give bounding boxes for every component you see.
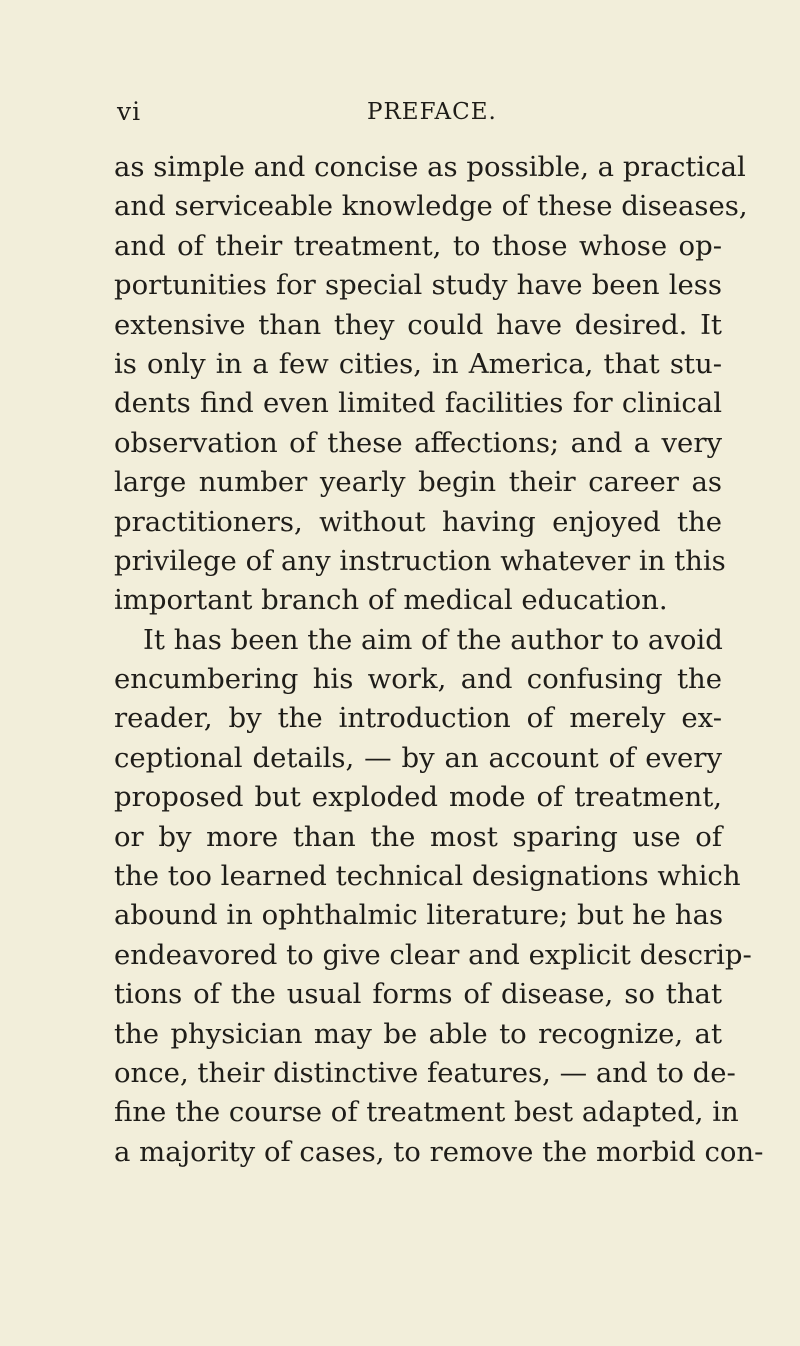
text-line: and serviceable knowledge of these diseases,	[114, 190, 748, 223]
text-line: as simple and concise as possible, a practical	[114, 151, 746, 183]
page-number: vi	[117, 97, 142, 126]
running-title: PREFACE.	[367, 99, 497, 125]
text-line: practitioners, without having enjoyed the	[114, 505, 722, 538]
text-line: and of their treatment, to those whose op-	[114, 229, 722, 262]
text-line: reader, by the introduction of merely ex-	[114, 702, 722, 735]
text-line: the too learned technical designations which	[114, 860, 741, 893]
text-line: important branch of medical education.	[114, 584, 668, 617]
text-line: endeavored to give clear and explicit descrip-	[114, 938, 752, 971]
text-line: large number yearly begin their career as	[114, 466, 722, 499]
text-line: dents find even limited facilities for clinical	[114, 387, 722, 420]
paragraph-first-line: It has been the aim of the author to avoid	[143, 623, 723, 656]
text-line: extensive than they could have desired. It	[114, 308, 722, 341]
text-line: portunities for special study have been less	[114, 269, 722, 302]
text-line: ceptional details, — by an account of every	[114, 741, 722, 774]
text-line: is only in a few cities, in America, that stu-	[114, 347, 722, 380]
body-text	[114, 148, 764, 1172]
text-line: tions of the usual forms of disease, so that	[114, 978, 722, 1011]
text-line: proposed but exploded mode of treatment,	[114, 781, 722, 814]
text-line: fine the course of treatment best adapted, in	[114, 1096, 739, 1129]
text-line: a majority of cases, to remove the morbid con-	[114, 1135, 764, 1168]
text-line: encumbering his work, and confusing the	[114, 663, 722, 696]
text-line: once, their distinctive features, — and to de-	[114, 1056, 736, 1089]
text-line: abound in ophthalmic literature; but he has	[114, 899, 724, 932]
running-header	[117, 92, 717, 132]
text-line: privilege of any instruction whatever in this	[114, 544, 726, 577]
text-line: observation of these affections; and a very	[114, 426, 722, 459]
text-line: the physician may be able to recognize, at	[114, 1017, 722, 1050]
text-line: or by more than the most sparing use of	[114, 820, 722, 853]
